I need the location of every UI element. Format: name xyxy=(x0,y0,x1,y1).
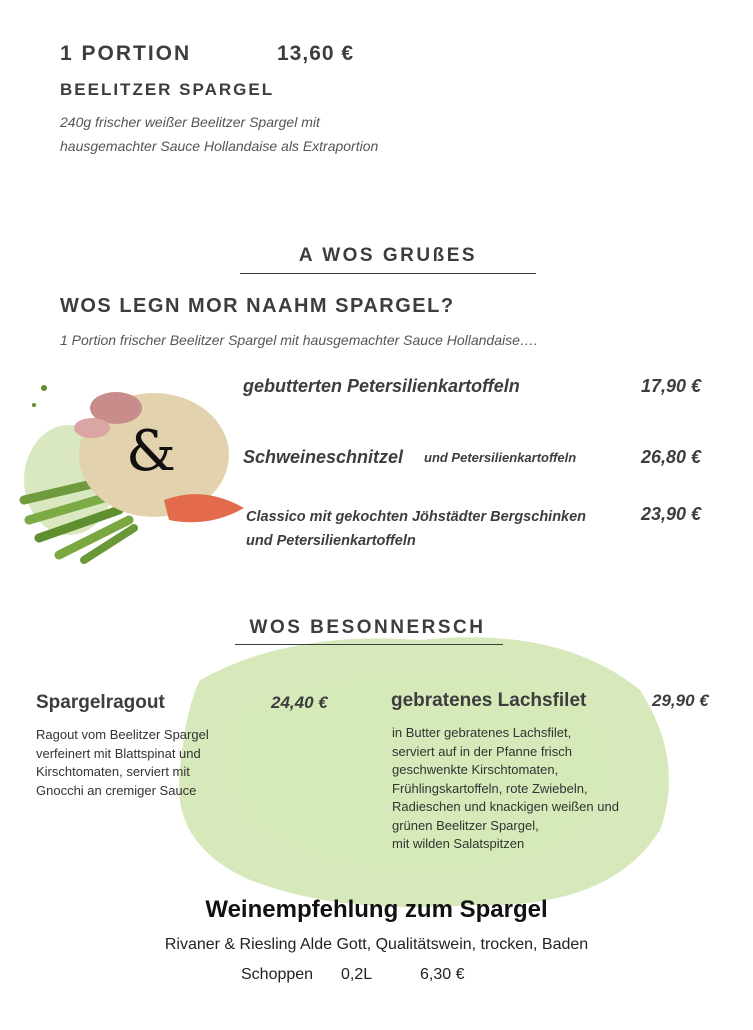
portion-description xyxy=(60,110,480,158)
special-desc-line: geschwenkte Kirschtomaten, xyxy=(392,762,559,777)
dish-price: 23,90 € xyxy=(641,504,702,524)
special-title: gebratenes Lachsfilet xyxy=(391,690,587,711)
special-price: 29,90 € xyxy=(652,691,709,710)
section-question: WOS LEGN MOR NAAHM SPARGEL? xyxy=(60,295,455,317)
portion-price: 13,60 € xyxy=(277,42,355,65)
section-description: 1 Portion frischer Beelitzer Spargel mit hausgemachter Sauce Hollandaise…. xyxy=(60,332,538,348)
special-desc-line: grünen Beelitzer Spargel, xyxy=(392,817,539,833)
special-desc-line: Radieschen und knackigen weißen und xyxy=(392,799,619,814)
dish-name: gebutterten Petersilienkartoffeln xyxy=(243,376,520,396)
section-divider xyxy=(235,644,503,645)
wine-size: 0,2L xyxy=(341,966,373,983)
special-desc-line: Ragout vom Beelitzer Spargel xyxy=(36,727,209,742)
special-desc-line: Gnocchi an cremiger Sauce xyxy=(36,782,197,798)
section-divider xyxy=(240,273,536,274)
special-desc-line: mit wilden Salatspitzen xyxy=(392,836,525,851)
wine-description: Rivaner & Riesling Alde Gott, Qualitätswein, trocken, Baden xyxy=(164,936,589,953)
special-title: Spargelragout xyxy=(36,692,165,713)
portion-desc-line: hausgemachter Sauce Hollandaise als Extraportion xyxy=(60,138,379,154)
dish-name-line: und Petersilienkartoffeln xyxy=(246,533,416,549)
special-desc-line: in Butter gebratenes Lachsfilet, xyxy=(392,725,572,740)
special-desc-line: verfeinert mit Blattspinat und xyxy=(36,745,201,761)
wine-price: 6,30 € xyxy=(420,966,465,983)
wine-heading: Weinempfehlung zum Spargel xyxy=(205,896,548,923)
special-price: 24,40 € xyxy=(271,693,328,712)
dish-price: 17,90 € xyxy=(641,376,702,396)
special-desc-line: serviert auf in der Pfanne frisch xyxy=(392,743,572,759)
special-desc-line: Frühlingskartoffeln, rote Zwiebeln, xyxy=(392,780,588,796)
portion-subtitle: BEELITZER SPARGEL xyxy=(60,80,275,99)
section-heading-besonnersch: WOS BESONNERSCH xyxy=(249,617,486,638)
dish-name: Schweineschnitzel xyxy=(243,447,404,467)
special-desc-line: Kirschtomaten, serviert mit xyxy=(36,764,190,779)
portion-title: 1 PORTION xyxy=(60,42,192,65)
dish-price: 26,80 € xyxy=(641,447,702,467)
wine-size-label: Schoppen xyxy=(241,966,314,983)
special-description xyxy=(36,726,256,800)
salmon-icon xyxy=(164,494,244,522)
special-description xyxy=(392,724,662,854)
dish-extra: und Petersilienkartoffeln xyxy=(424,450,577,465)
dish-name-line: Classico mit gekochten Jöhstädter Bergschinken xyxy=(246,509,587,525)
section-heading-gruss: A WOS GRUßES xyxy=(298,245,478,266)
food-illustration xyxy=(14,360,254,565)
dish-name xyxy=(246,505,636,553)
portion-desc-line: 240g frischer weißer Beelitzer Spargel mit xyxy=(60,114,320,130)
ampersand-glyph: & xyxy=(126,419,176,484)
